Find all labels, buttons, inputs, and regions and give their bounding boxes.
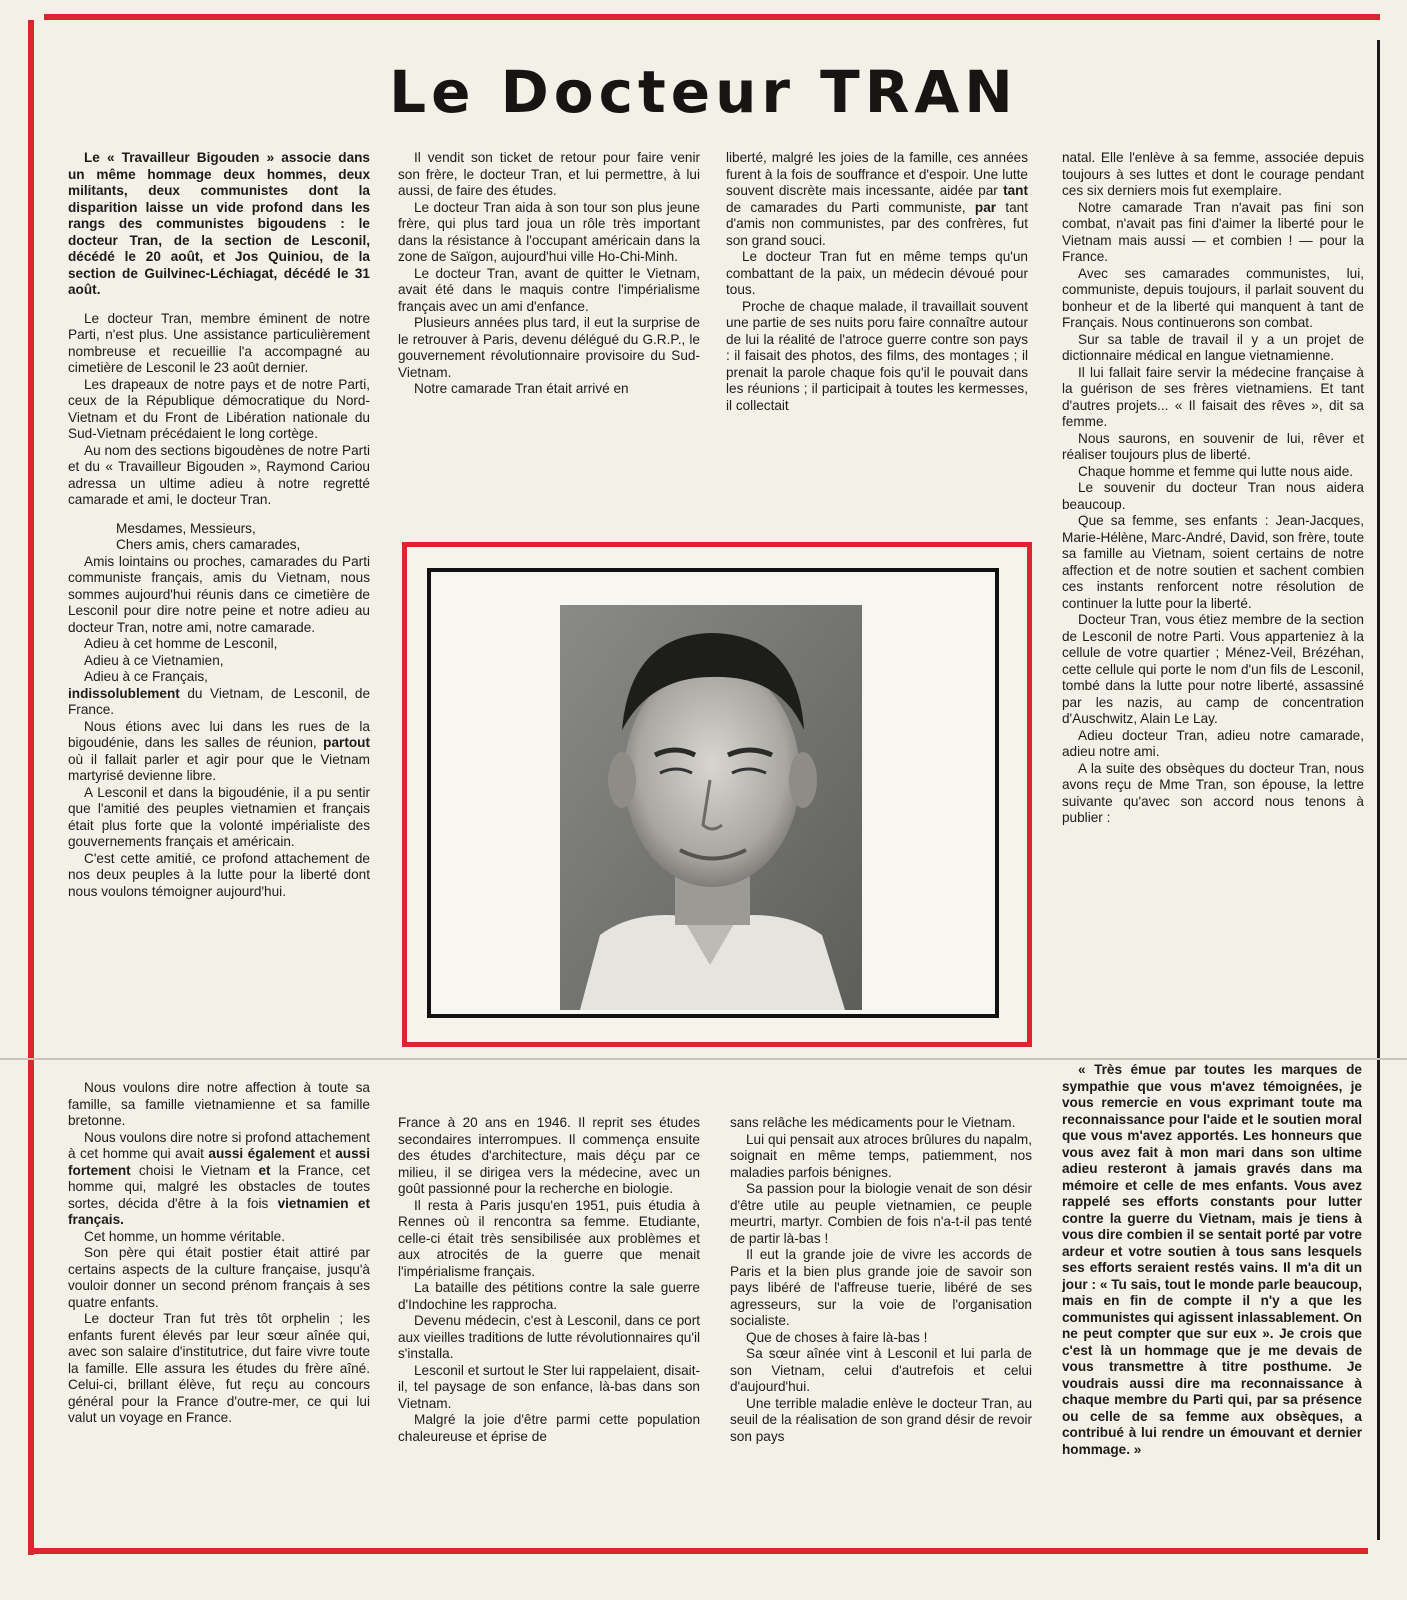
bold-run: aussi également <box>208 1146 315 1161</box>
column-3 <box>726 150 1028 500</box>
bold-run: et <box>258 1162 271 1178</box>
col3-paragraph: Une terrible maladie enlève le docteur Tran, au seuil de la réalisation de son grand désir de revoir son pays <box>730 1395 1032 1444</box>
intro-paragraph: Le « Travailleur Bigouden » associe dans un même hommage deux hommes, deux militants, deux communistes dont la disparition laisse un vide profond dans les rangs des communistes bigoudens : le docteur Tran, de la section de Lesconil, décédé le 20 août, et Jos Quiniou, de la section de Guilvinec-Léchiagat, décédé le 31 août. <box>68 150 370 297</box>
bold-run: aussi fortement <box>68 1146 370 1178</box>
column-3-bottom <box>730 1115 1032 1535</box>
text-run: tant d'amis non communistes, par des confrères, fut son grand souci. <box>726 199 1028 248</box>
paper-fold-line <box>0 1058 1407 1060</box>
portrait-photo <box>560 605 862 1010</box>
col2-paragraph: Plusieurs années plus tard, il eut la surprise de le retrouver à Paris, devenu délégué du G.R.P., le gouvernement révolutionnaire provisoire du Sud-Vietnam. <box>398 315 700 380</box>
col2-paragraph: France à 20 ans en 1946. Il reprit ses études secondaires interrompues. Il commença ensuite des études d'architecture, mais déçu par ce milieu, il se dirigea vers la médecine, avec un goût passionné pour la recherche en biologie. <box>398 1115 700 1196</box>
speech-paragraph: A Lesconil et dans la bigoudénie, il a pu sentir que l'amitié des peuples vietnamien et français était plus forte que la volonté impérialiste des gouvernements français et américain. <box>68 784 370 849</box>
col2-paragraph: Notre camarade Tran était arrivé en <box>414 381 629 396</box>
letter-column <box>1062 1062 1362 1532</box>
col4-paragraph: Il lui fallait faire servir la médecine française à la guérison de ses frères vietnamiens. Et tant d'autres projets... « Il faisait des rêves », dit sa femme. <box>1062 364 1364 429</box>
text-run: liberté, malgré les joies de la famille, ces années furent à la fois de souffrance et d'espoir. Une lutte souvent discrète mais incessante, aidée par <box>726 150 1028 198</box>
column-2-bottom <box>398 1115 700 1535</box>
left-red-rule <box>28 20 34 1555</box>
text-run: de camarades du Parti communiste, <box>726 199 975 215</box>
col3-paragraph: Le docteur Tran fut en même temps qu'un combattant de la paix, un médecin dévoué pour tous. <box>726 249 1028 297</box>
speech-paragraph: Adieu à ce Vietnamien, <box>84 652 224 668</box>
col4-paragraph: Notre camarade Tran n'avait pas fini son combat, n'avait pas fini d'aimer la liberté pour le Vietnam mais aussi — et combien ! — pour la France. <box>1062 199 1364 264</box>
col3-paragraph: Sa passion pour la biologie venait de son désir d'être utile au peuple vietnamien, ce peuple meurtri, martyr. Combien de fois n'a-t-il pas tenté de partir là-bas ! <box>730 1181 1032 1246</box>
col1-paragraph: Au nom des sections bigoudènes de notre Parti et du « Travailleur Bigouden », Raymond Cariou adressa un ultime adieu à notre regretté camarade et ami, le docteur Tran. <box>68 442 370 507</box>
col4-paragraph: Sur sa table de travail il y a un projet de dictionnaire médical en langue vietnamienne. <box>1062 331 1364 363</box>
col1-paragraph: Les drapeaux de notre pays et de notre Parti, ceux de la République démocratique du Nord-Vietnam et du Front de Libération nationale du Sud-Vietnam précédaient le long cortège. <box>68 376 370 441</box>
column-4 <box>1062 150 1364 1050</box>
col2-paragraph: Malgré la joie d'être parmi cette population chaleureuse et éprise de <box>398 1412 700 1444</box>
right-black-rule <box>1377 40 1380 1540</box>
speech-paragraph <box>68 1130 370 1229</box>
col4-paragraph: natal. Elle l'enlève à sa femme, associée depuis toujours à ses luttes et dont le courage pendant ces six derniers mois fut exemplaire. <box>1062 150 1364 198</box>
bottom-red-rule <box>28 1548 1368 1554</box>
text-run: du Vietnam, de Lesconil, de France. <box>68 685 370 717</box>
col4-paragraph: Que sa femme, ses enfants : Jean-Jacques, Marie-Hélène, Marc-André, David, son frère, toute sa famille au Vietnam, soient certains de notre affection et de notre soutien et sachent combien ces instants renforcent notre résolution de continuer la lutte pour la liberté. <box>1062 513 1364 611</box>
col3-paragraph: Lui qui pensait aux atroces brûlures du napalm, soignait en même temps, patiemment, nos maladies parfois bénignes. <box>730 1131 1032 1180</box>
bold-run: par <box>974 199 997 215</box>
speech-paragraph: Adieu à cet homme de Lesconil, <box>84 636 278 651</box>
col3-paragraph: sans relâche les médicaments pour le Vietnam. <box>730 1115 1016 1130</box>
speech-paragraph: C'est cette amitié, ce profond attachement de nos deux peuples à la lutte pour la liberté dont nous voulons témoigner aujourd'hui. <box>68 850 370 899</box>
col2-paragraph: Le docteur Tran, avant de quitter le Vietnam, avait été dans le maquis contre l'impérialisme français avec un ami d'enfance. <box>398 265 700 314</box>
col4-paragraph: Chaque homme et femme qui lutte nous aide. <box>1078 463 1354 479</box>
bold-run: partout <box>323 735 370 750</box>
bold-run: tant <box>1003 183 1028 198</box>
col2-paragraph: Devenu médecin, c'est à Lesconil, dans ce port aux vieilles traditions de lutte révolutionnaires qu'il s'installa. <box>398 1313 700 1361</box>
column-1-bottom <box>68 1080 370 1530</box>
bold-run: indissolublement <box>68 685 180 701</box>
text-run: Nous voulons dire notre si profond attachement à cet homme qui avait <box>68 1129 370 1161</box>
col1-paragraph: Le docteur Tran, membre éminent de notre Parti, n'est plus. Une assistance particulièrement nombreuse et recueillie l'a accompagné au cimetière de Lesconil le 23 août dernier. <box>68 310 370 375</box>
speech-paragraph: Son père qui était postier était attiré par certains aspects de la culture française, jusqu'à vouloir donner un second prénom français à ses quatre enfants. <box>68 1245 370 1310</box>
col2-paragraph: Il resta à Paris jusqu'en 1951, puis étudia à Rennes où il rencontra sa femme. Etudiante, celle-ci était très sensibilisée aux problèmes et aux atrocités de la guerre que menait l'impérialisme français. <box>398 1197 700 1279</box>
widow-letter: « Très émue par toutes les marques de sympathie que vous m'avez témoignées, je vous remercie en vous exprimant toute ma reconnaissance pour l'aide et le soutien moral que vous m'avez apportés. Les honneurs que vous avez fait à mon mari dans son ultime adieu resteront à jamais gravés dans ma mémoire et celle de mes enfants. Vous avez rappelé ses efforts constants pour lutter contre la guerre du Vietnam, mais je tiens à vous dire combien il se sentait porté par votre ardeur et votre soutien à tous sans lesquels ses efforts seraient restés vains. Il m'a dit un jour : « Tu sais, tout le monde parle beaucoup, mais en fin de compte il n'y a que les communistes qui agissent inlassablement. On ne peut compter que sur eux ». Je crois que c'est là un hommage que je me devais de vous transmettre à titre posthume. Je voudrais aussi dire ma reconnaissance à chaque membre du Parti qui, par sa présence ou celle de sa femme aux obsèques, a contribué à lui rendre un émouvant et dernier hommage. » <box>1062 1062 1362 1457</box>
speech-paragraph: Le docteur Tran fut très tôt orphelin ; les enfants furent élevés par leur sœur aînée qui, avec son salaire d'institutrice, dut faire vivre toute la famille. Elle assura les études du frère aîné. Celui-ci, brillant élève, fut reçu au concours général pour la France d'outre-mer, ce qui lui valut un voyage en France. <box>68 1311 370 1425</box>
bold-run: vietnamien et français. <box>68 1195 370 1227</box>
col3-paragraph: Proche de chaque malade, il travaillait souvent une partie de ses nuits poru faire connaître autour de lui la réalité de l'atroce guerre contre son pays : il faisait des photos, des films, des montages ; il prenait la parole chaque fois qu'il le pouvait dans les réunions ; il participait à toutes les kermesses, il collectait <box>726 298 1028 413</box>
col3-paragraph: Que de choses à faire là-bas ! <box>746 1329 928 1345</box>
text-run: la France, cet homme qui, malgré les obstacles de toutes sortes, décida d'être à la fois <box>68 1162 370 1211</box>
col2-paragraph: Lesconil et surtout le Ster lui rappelaient, disait-il, tel paysage de son enfance, là-bas dans son Vietnam. <box>398 1362 700 1411</box>
top-red-rule <box>44 14 1380 20</box>
col4-paragraph: Adieu docteur Tran, adieu notre camarade, adieu notre ami. <box>1062 727 1364 759</box>
speech-paragraph: Cet homme, un homme véritable. <box>84 1228 285 1244</box>
speech-paragraph <box>68 719 370 785</box>
col2-paragraph: La bataille des pétitions contre la sale guerre d'Indochine les rapprocha. <box>398 1280 700 1312</box>
col4-paragraph: Le souvenir du docteur Tran nous aidera beaucoup. <box>1062 480 1364 512</box>
speech-paragraph: Nous voulons dire notre affection à toute sa famille, sa famille vietnamienne et sa famille bretonne. <box>68 1080 370 1128</box>
salutation-line: Mesdames, Messieurs, <box>116 520 256 536</box>
article-title: Le Docteur TRAN <box>389 58 1018 126</box>
column-1 <box>68 150 370 1030</box>
salutation-line: Chers amis, chers camarades, <box>116 537 301 552</box>
text-run: Nous étions avec lui dans les rues de la bigoudénie, dans les salles de réunion, <box>68 718 370 750</box>
text-run: choisi le Vietnam <box>130 1162 259 1178</box>
speech-paragraph <box>68 669 370 719</box>
speech-paragraph: Amis lointains ou proches, camarades du Parti communiste français, amis du Vietnam, nous sommes aujourd'hui réunis dans ce cimetière de Lesconil pour dire notre peine et notre adieu au docteur Tran, notre ami, notre camarade. <box>68 553 370 635</box>
text-run: et <box>314 1146 336 1161</box>
col4-paragraph: A la suite des obsèques du docteur Tran, nous avons reçu de Mme Tran, son épouse, la lettre suivante qu'avec son accord nous tenons à publier : <box>1062 760 1364 825</box>
col3-paragraph <box>726 150 1028 249</box>
col2-paragraph: Le docteur Tran aida à son tour son plus jeune frère, qui plus tard joua un rôle très important dans la résistance à l'occupant américain dans la zone de Saïgon, aujourd'hui ville Ho-Chi-Minh. <box>398 199 700 264</box>
col4-paragraph: Nous saurons, en souvenir de lui, rêver et réaliser toujours plus de liberté. <box>1062 430 1364 462</box>
text-run: Adieu à ce Français, <box>84 669 208 684</box>
column-2 <box>398 150 700 500</box>
col4-paragraph: Avec ses camarades communistes, lui, communiste, depuis toujours, il parlait souvent du bonheur et de la liberté qui manquent à tant de Français. Nous continuerons son combat. <box>1062 265 1364 330</box>
col3-paragraph: Il eut la grande joie de vivre les accords de Paris et la bien plus grande joie de savoir son pays libéré de l'affreuse tuerie, libéré de ses agresseurs, sur la voie de l'organisation socialiste. <box>730 1247 1032 1328</box>
text-run: où il fallait parler et agir pour que le Vietnam martyrisé devienne libre. <box>68 751 370 783</box>
col4-paragraph: Docteur Tran, vous étiez membre de la section de Lesconil de notre Parti. Vous apparteniez à la cellule de votre quartier ; Ménez-Veil, Brézéhan, cette cellule qui porte le nom d'un fils de Lesconil, tombé dans la lutte pour notre liberté, assassiné par les nazis, au camp de concentration d'Auschwitz, Alain Le Lay. <box>1062 612 1364 726</box>
col3-paragraph: Sa sœur aînée vint à Lesconil et lui parla de son Vietnam, celui d'autrefois et celui d'aujourd'hui. <box>730 1346 1032 1394</box>
portrait-image <box>560 605 862 1010</box>
col2-paragraph: Il vendit son ticket de retour pour faire venir son frère, le docteur Tran, et lui permettre, à lui aussi, de faire des études. <box>398 150 700 198</box>
